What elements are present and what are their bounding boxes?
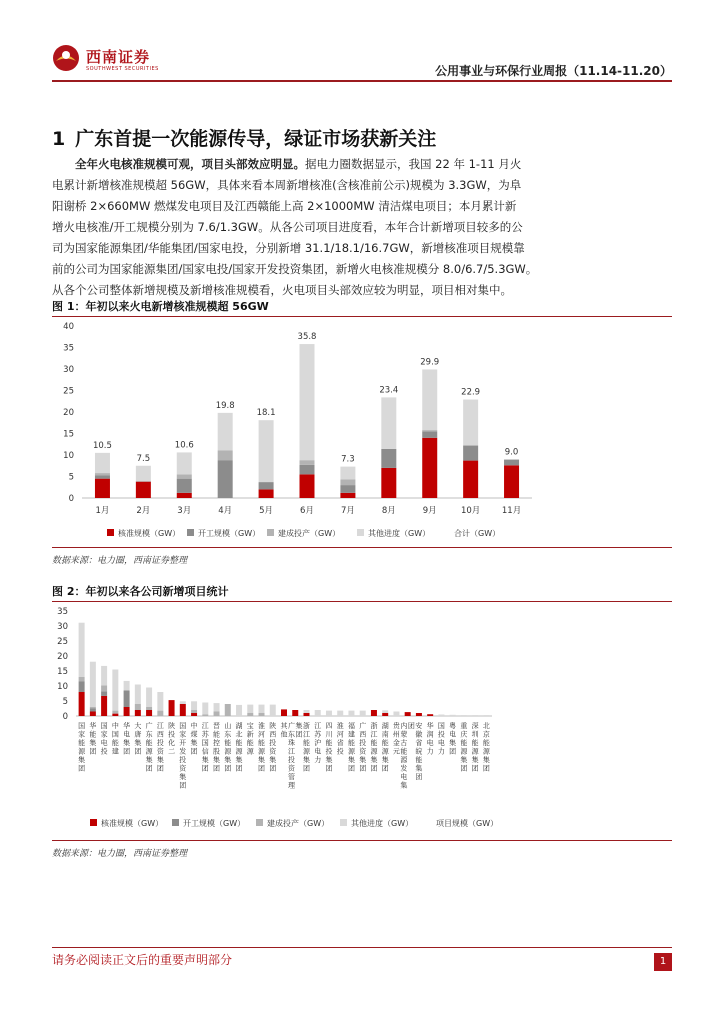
bar-segment <box>214 703 220 711</box>
x-tick-label: 3月 <box>177 506 192 516</box>
y-tick-label: 35 <box>57 607 68 617</box>
y-tick-label: 5 <box>68 472 74 483</box>
paragraph-line-1: 电累计新增核准规模超 56GW，具体来看本周新增核准(含核准前公示)规模为 3.3GW，为阜 <box>52 178 522 192</box>
bar-segment <box>191 701 197 710</box>
bar-segment <box>177 474 192 478</box>
bar-segment <box>405 712 411 716</box>
bar-segment <box>90 707 96 709</box>
bar-segment <box>340 485 355 493</box>
bar-segment <box>180 701 186 704</box>
y-tick-label: 0 <box>68 494 74 504</box>
bar-segment <box>191 710 197 713</box>
paragraph-line-4: 司为国家能源集团/华能集团/国家电投，分别新增 31.1/18.1/16.7GW，新增核准项目规模靠 <box>52 241 525 255</box>
bar-segment <box>79 677 85 682</box>
legend-label: 核准规模（GW） <box>118 529 181 538</box>
x-tick-label: 8月 <box>381 506 396 516</box>
bar-segment <box>340 493 355 498</box>
bar-segment <box>95 475 110 478</box>
bar-segment <box>450 715 456 716</box>
paragraph-line-6: 从各个公司整体新增规模及新增核准规模看，火电项目头部效应较为明显，项目相对集中。 <box>52 283 512 297</box>
legend-swatch <box>340 819 347 826</box>
bar-segment <box>146 707 152 710</box>
bar-segment <box>270 705 276 716</box>
x-tick-label: 广西投资集团 <box>359 722 367 773</box>
bar-segment <box>463 400 478 446</box>
x-tick-label: 2月 <box>136 506 151 516</box>
x-tick-label: 安徽省皖能集团 <box>415 722 423 781</box>
bar-segment <box>191 713 197 716</box>
southwest-securities-logo-icon <box>52 44 80 72</box>
x-tick-label: 华润电力 <box>426 722 434 756</box>
bar-segment <box>416 713 422 716</box>
bar-segment <box>303 710 309 713</box>
bar-segment <box>112 670 118 711</box>
bar-segment <box>326 711 332 716</box>
figure1-chart <box>52 318 672 546</box>
bar-segment <box>214 712 220 717</box>
bar-segment <box>177 452 192 474</box>
bar-segment <box>303 713 309 716</box>
y-tick-label: 10 <box>57 682 68 692</box>
bar-segment <box>135 710 141 716</box>
legend-label: 建成投产（GW） <box>267 819 330 828</box>
bar-segment <box>472 715 478 716</box>
bar-segment <box>218 450 233 460</box>
legend-label: 其他进度（GW） <box>368 529 431 538</box>
x-tick-label: 1月 <box>95 506 110 516</box>
legend-swatch <box>357 529 364 536</box>
bar-segment <box>259 420 274 482</box>
y-tick-label: 40 <box>63 322 74 332</box>
total-label: 19.8 <box>215 400 235 411</box>
y-tick-label: 25 <box>57 637 68 647</box>
bar-segment <box>101 685 107 691</box>
bar-segment <box>95 473 110 475</box>
paragraph-line-0: 据电力圈数据显示，我国 22 年 1-11 月火 <box>305 157 522 171</box>
legend-label: 核准规模（GW） <box>101 819 164 828</box>
bar-segment <box>300 344 315 460</box>
bar-segment <box>95 479 110 498</box>
bar-segment <box>259 489 274 498</box>
bar-segment <box>90 709 96 712</box>
x-tick-label: 浙江能源集团 <box>302 722 310 773</box>
bar-segment <box>146 688 152 708</box>
bar-segment <box>422 431 437 437</box>
y-tick-label: 10 <box>63 451 74 461</box>
bar-segment <box>177 479 192 493</box>
bar-segment <box>483 715 489 716</box>
figure1-bottom-rule <box>52 547 672 548</box>
figure1-top-rule <box>52 316 672 317</box>
legend-swatch <box>90 819 97 826</box>
x-tick-label: 广东珠江投资管理集团 <box>287 722 303 790</box>
bar-segment <box>236 705 242 716</box>
x-tick-label: 内蒙古能源发电集团 <box>400 722 415 790</box>
x-tick-label: 湖北能源集团 <box>235 722 243 773</box>
bar-segment <box>247 713 253 716</box>
bar-segment <box>461 715 467 716</box>
y-tick-label: 15 <box>63 429 74 440</box>
footer-disclaimer: 请务必阅读正文后的重要声明部分 <box>52 953 233 967</box>
total-label: 7.5 <box>136 453 151 464</box>
logo-subtext: SOUTHWEST SECURITIES <box>86 66 159 72</box>
x-tick-label: 5月 <box>259 506 274 516</box>
total-label: 7.3 <box>341 454 355 465</box>
legend-total-label: 项目规模（GW） <box>436 819 499 828</box>
bar-segment <box>427 714 433 716</box>
figure2-top-rule <box>52 601 672 602</box>
x-tick-label: 淮河能源集团 <box>258 722 266 773</box>
bar-segment <box>136 466 151 481</box>
bar-segment <box>101 696 107 716</box>
header-divider <box>52 80 672 82</box>
legend-swatch <box>107 529 114 536</box>
figure2-bottom-rule <box>52 840 672 841</box>
legend-swatch <box>267 529 274 536</box>
page-header <box>0 0 724 82</box>
bar-segment <box>340 467 355 480</box>
section-heading <box>52 124 436 151</box>
x-tick-label: 华能集团 <box>89 722 97 756</box>
x-tick-label: 淮河省投 <box>336 722 344 756</box>
paragraph-line-5: 前的公司为国家能源集团/国家电投/国家开发投资集团，新增火电核准规模分 8.0/6.7/5.3GW。 <box>52 262 538 276</box>
y-tick-label: 30 <box>63 365 74 375</box>
legend-swatch <box>256 819 263 826</box>
legend-label: 开工规模（GW） <box>198 529 261 538</box>
bar-segment <box>112 714 118 716</box>
bar-segment <box>422 430 437 431</box>
x-tick-label: 其他 <box>280 722 288 739</box>
x-tick-label: 10月 <box>460 506 481 516</box>
total-label: 22.9 <box>461 387 481 398</box>
y-tick-label: 5 <box>62 697 68 707</box>
x-tick-label: 国家能源集团 <box>78 722 86 773</box>
bar-segment <box>337 711 343 716</box>
bar-segment <box>382 713 388 716</box>
bar-segment <box>292 710 298 716</box>
x-tick-label: 山东能源集团 <box>224 722 232 773</box>
y-tick-label: 25 <box>63 386 74 397</box>
x-tick-label: 江苏沪电力 <box>314 722 322 764</box>
bar-segment <box>177 493 192 498</box>
bar-segment <box>225 704 231 716</box>
bar-segment <box>79 623 85 677</box>
footer-divider <box>52 947 672 948</box>
legend-label: 开工规模（GW） <box>183 819 246 828</box>
y-tick-label: 30 <box>57 622 68 632</box>
bar-segment <box>202 703 208 715</box>
x-tick-label: 贵州金元 <box>392 722 400 756</box>
bar-segment <box>422 438 437 498</box>
bar-segment <box>371 710 377 716</box>
bar-segment <box>101 691 107 696</box>
x-tick-label: 国家开发投资集团 <box>179 722 187 790</box>
bar-segment <box>90 662 96 707</box>
total-label: 18.1 <box>256 408 276 419</box>
x-tick-label: 晋能控股集团 <box>213 722 221 773</box>
x-tick-label: 深圳能源集团 <box>471 722 479 773</box>
y-tick-label: 20 <box>63 408 74 418</box>
bar-segment <box>90 712 96 717</box>
x-tick-label: 福建能源集团 <box>347 722 355 773</box>
figure2-title: 图 2：年初以来各公司新增项目统计 <box>52 585 229 598</box>
figure1-source: 数据来源：电力圈，西南证券整理 <box>52 556 188 566</box>
y-tick-label: 20 <box>57 652 68 662</box>
x-tick-label: 湖南能源集团 <box>381 722 389 773</box>
x-tick-label: 江西投资集团 <box>156 722 164 773</box>
bar-segment <box>101 666 107 686</box>
bar-segment <box>124 707 130 716</box>
paragraph-line-3: 增火电核准/开工规模分别为 7.6/1.3GW。从各公司项目进度看，本年合计新增项目较多的公 <box>52 220 523 234</box>
paragraph-line-2: 阳谢桥 2×660MW 燃煤发电项目及江西赣能上高 2×1000MW 清洁煤电项目；本月累计新 <box>52 199 517 213</box>
bar-segment <box>381 449 396 468</box>
logo-text: 西南证券 <box>86 48 151 66</box>
x-tick-label: 粤电集团 <box>449 722 457 756</box>
x-tick-label: 中国能建 <box>111 722 119 756</box>
bar-segment <box>135 685 141 705</box>
x-tick-label: 广东能源集团 <box>145 722 153 773</box>
x-tick-label: 北京能源集团 <box>482 722 490 773</box>
bar-segment <box>180 704 186 716</box>
body-paragraph <box>52 154 672 301</box>
bar-segment <box>218 413 233 450</box>
bar-segment <box>259 482 274 489</box>
page-number: 1 <box>654 953 672 971</box>
bar-segment <box>382 710 388 713</box>
legend-label: 建成投产（GW） <box>278 529 341 538</box>
bar-segment <box>300 465 315 474</box>
x-tick-label: 四川能投集团 <box>325 722 333 773</box>
bar-segment <box>360 711 366 716</box>
bar-segment <box>504 460 519 466</box>
legend-swatch <box>187 529 194 536</box>
x-tick-label: 重庆能源集团 <box>460 722 468 773</box>
x-tick-label: 国投电力 <box>437 722 445 756</box>
x-tick-label: 6月 <box>300 506 314 516</box>
report-title: 公用事业与环保行业周报（11.14-11.20） <box>435 64 672 78</box>
bar-segment <box>135 704 141 710</box>
bar-segment <box>124 681 130 691</box>
paragraph-lead: 全年火电核准规模可观，项目头部效应明显。 <box>75 157 305 171</box>
figure1-title: 图 1：年初以来火电新增核准规模超 56GW <box>52 300 269 313</box>
total-label: 9.0 <box>504 447 519 458</box>
total-label: 23.4 <box>379 385 399 396</box>
legend-swatch <box>172 819 179 826</box>
bar-segment <box>281 709 287 716</box>
bar-segment <box>79 692 85 716</box>
x-tick-label: 陕西投资集团 <box>269 722 277 773</box>
x-tick-label: 11月 <box>501 506 522 516</box>
bar-segment <box>381 397 396 449</box>
bar-segment <box>157 692 163 711</box>
section-number: 1 <box>52 128 66 150</box>
bar-segment <box>348 711 354 716</box>
bar-segment <box>112 711 118 714</box>
total-label: 35.8 <box>297 332 317 343</box>
bar-segment <box>259 705 265 713</box>
bar-segment <box>79 682 85 693</box>
bar-segment <box>146 710 152 716</box>
legend-total-label: 合计（GW） <box>454 529 501 538</box>
x-tick-label: 江苏国信集团 <box>201 722 209 773</box>
x-tick-label: 国家电投 <box>100 722 108 756</box>
bar-segment <box>463 461 478 498</box>
x-tick-label: 7月 <box>340 506 355 516</box>
bar-segment <box>300 460 315 465</box>
bar-segment <box>202 715 208 717</box>
total-label: 29.9 <box>420 357 440 368</box>
x-tick-label: 陕投化二 <box>168 722 176 756</box>
bar-segment <box>300 474 315 498</box>
bar-segment <box>95 453 110 473</box>
bar-segment <box>393 712 399 717</box>
bar-segment <box>157 711 163 716</box>
y-tick-label: 0 <box>62 712 68 722</box>
x-tick-label: 中煤集团 <box>190 722 198 756</box>
bar-segment <box>124 691 130 708</box>
bar-segment <box>504 465 519 498</box>
total-label: 10.6 <box>174 440 194 451</box>
total-label: 10.5 <box>92 440 112 451</box>
legend-label: 其他进度（GW） <box>351 819 414 828</box>
x-tick-label: 宝新能源 <box>246 722 254 756</box>
y-tick-label: 15 <box>57 667 68 677</box>
bar-segment <box>463 446 478 461</box>
x-tick-label: 浙江能源集团 <box>370 722 378 773</box>
section-title: 广东首提一次能源传导，绿证市场获新关注 <box>75 128 437 150</box>
bar-segment <box>247 705 253 713</box>
x-tick-label: 大唐集团 <box>134 722 142 756</box>
bar-segment <box>340 480 355 486</box>
y-tick-label: 35 <box>63 343 74 354</box>
bar-segment <box>381 468 396 498</box>
bar-segment <box>422 369 437 430</box>
bar-segment <box>136 482 151 498</box>
x-tick-label: 华电集团 <box>123 722 131 756</box>
x-tick-label: 4月 <box>218 506 233 516</box>
bar-segment <box>315 710 321 716</box>
figure2-source: 数据来源：电力圈，西南证券整理 <box>52 849 188 859</box>
x-tick-label: 9月 <box>422 506 437 516</box>
bar-segment <box>438 715 444 717</box>
bar-segment <box>169 700 175 716</box>
bar-segment <box>218 460 233 498</box>
figure2-chart <box>52 603 672 839</box>
bar-segment <box>259 713 265 716</box>
